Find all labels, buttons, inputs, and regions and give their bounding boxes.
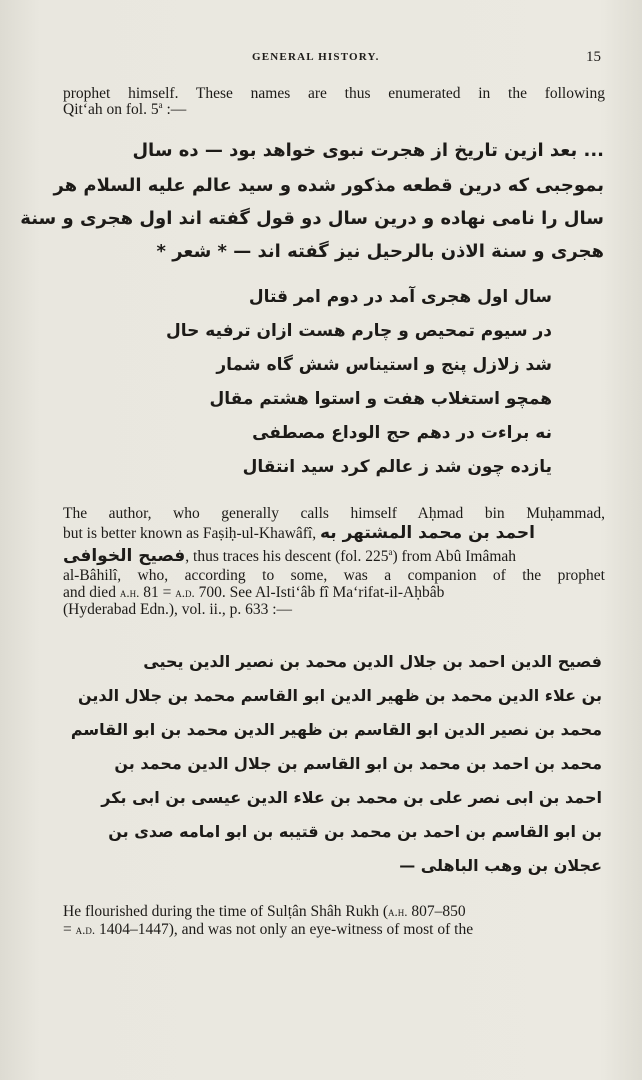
arabic-line: سال را نامی نهاده و درین سال دو قول گفته اند اول هجری و سنة <box>20 208 604 229</box>
genealogy-line: فصیح الدین احمد بن جلال الدین محمد بن نصیر الدین یحیی <box>143 652 602 671</box>
verse-line: شد زلازل پنج و استیناس شش گاه شمار <box>216 355 552 375</box>
text-line: al-Bâhilî, who, according to some, was a companion of the prophet <box>63 567 605 584</box>
page-number: 15 <box>586 49 601 65</box>
text-line: and died a.h. 81 = a.d. 700. See Al-Isti‘âb fî Ma‘rifat-il-Aḥbâb <box>63 584 445 601</box>
arabic-line: هجری و سنة الاذن بالرحیل نیز گفته اند — * شعر * <box>156 241 604 262</box>
genealogy-line: محمد بن نصیر الدین ابو القاسم بن ظهیر الدین محمد بن ابو القاسم <box>70 720 602 739</box>
verse-line: سال اول هجری آمد در دوم امر قتال <box>248 287 552 307</box>
text-line: prophet himself. These names are thus enumerated in the following <box>63 85 605 102</box>
arabic-line: ... بعد ازین تاریخ از هجرت نبوی خواهد بود — ده سال <box>132 140 604 161</box>
genealogy-line: محمد بن احمد بن محمد بن ابو القاسم بن جلال الدین محمد بن <box>114 754 602 773</box>
running-header <box>0 49 642 69</box>
verse-line: در سیوم تمحیص و چارم هست ازان ترفیه حال <box>165 321 552 341</box>
verse-line: همچو استغلاب هفت و استوا هشتم مقال <box>209 389 552 409</box>
genealogy-line: عجلان بن وهب الباهلی — <box>399 856 602 875</box>
text-line: The author, who generally calls himself Aḥmad bin Muḥammad, <box>63 505 605 522</box>
paragraph-flourished <box>63 903 605 939</box>
text-line: Qit‘ah on fol. 5$^a$ :— <box>63 99 187 118</box>
verse-line: یازده چون شد ز عالم کرد سید انتقال <box>242 457 552 477</box>
paragraph-intro <box>63 86 605 118</box>
paragraph-author <box>63 505 605 618</box>
text-line: فصیح الخوافی, thus traces his descent (fol. 225$^a$) from Abû Imâmah <box>63 546 517 566</box>
genealogy-line: بن علاء الدین محمد بن ظهیر الدین ابو القاسم محمد بن جلال الدین <box>77 686 602 705</box>
arabic-line: بموجبی که درین قطعه مذکور شده و سید عالم علیه السلام هر <box>53 175 604 196</box>
genealogy-line: بن ابو القاسم بن احمد بن محمد بن قتیبه بن ابو امامه صدی بن <box>108 822 602 841</box>
text-line: but is better known as Faṣiḥ-ul-Khawâfî, احمد بن محمد المشتهر به <box>63 523 535 543</box>
running-title: GENERAL HISTORY. <box>252 51 380 63</box>
text-line: = a.d. 1404–1447), and was not only an eye-witness of most of the <box>63 921 474 938</box>
text-line: (Hyderabad Edn.), vol. ii., p. 633 :— <box>63 601 293 618</box>
genealogy-line: احمد بن ابی نصر علی بن محمد بن علاء الدین عیسی بن ابی بکر <box>101 788 602 807</box>
verse-line: نه براءت در دهم حج الوداع مصطفی <box>252 423 552 443</box>
text-line: He flourished during the time of Sulṭân Shâh Rukh (a.h. 807–850 <box>63 903 466 920</box>
